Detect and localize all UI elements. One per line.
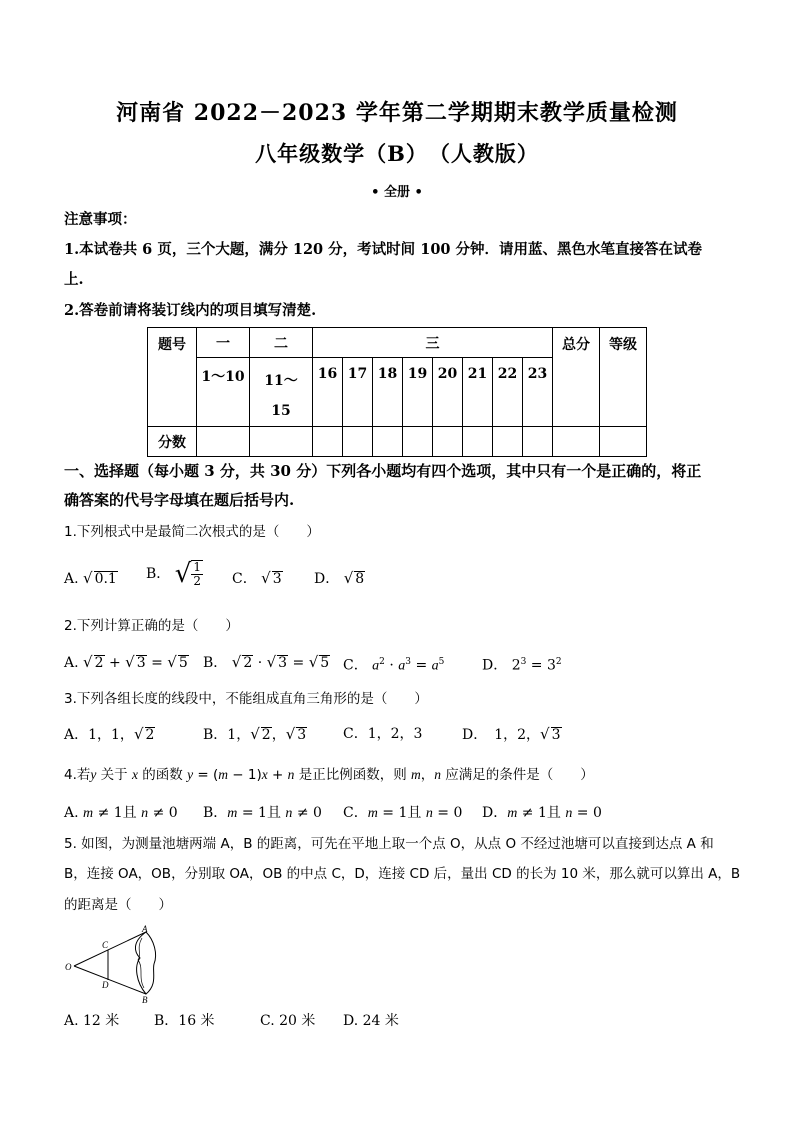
operator: = [151, 655, 163, 671]
radicand: 2 [145, 727, 155, 743]
score-q22: 22 [493, 358, 523, 427]
option-letter: C． [232, 571, 257, 587]
text: = 0 [432, 805, 463, 821]
text: D． [482, 805, 508, 821]
score-q20: 20 [433, 358, 463, 427]
operator: = [292, 655, 305, 671]
score-q21: 21 [463, 358, 493, 427]
score-q18: 18 [373, 358, 403, 427]
score-cell[interactable] [373, 427, 403, 457]
text: ， [420, 767, 435, 783]
score-range-2-b: 15 [271, 403, 291, 419]
q3-option-d[interactable]: D． 1，2，√ 3 [462, 725, 561, 743]
score-cell[interactable] [523, 427, 553, 457]
score-header-part3: 三 [313, 328, 553, 358]
q5-stem-3: 的距离是（ ） [64, 897, 172, 913]
exponent: 3 [405, 657, 411, 667]
label-d: D [102, 980, 109, 990]
variable: n [425, 806, 433, 821]
notice-item-1: 1.本试卷共 6 页，三个大题，满分 120 分，考试时间 100 分钟．请用蓝、黑色水笔直接答在试卷 [64, 241, 703, 258]
score-row-label: 分数 [148, 427, 197, 457]
operator: · [389, 657, 394, 674]
variable: a [431, 658, 439, 674]
score-header-part2: 二 [250, 328, 313, 358]
q5-option-a[interactable]: A. 12 米 [64, 1013, 120, 1029]
section1-intro-cont: 确答案的代号字母填在题后括号内. [64, 491, 295, 509]
text: 应满足的条件是（ ） [441, 767, 594, 783]
exponent: 5 [438, 657, 445, 667]
q2-option-b[interactable]: B． √ 2 · √ 3 = √ 5 [203, 653, 330, 671]
variable: m [218, 767, 228, 782]
q5-stem-1: 5. 如图，为测量池塘两端 A，B 的距离，可先在平地上取一个点 O，从点 O 不经过池塘可以直接到达点 A 和 [64, 836, 714, 852]
variable: n [287, 767, 295, 782]
option-letter: A. [64, 655, 79, 671]
score-q23: 23 [523, 358, 553, 427]
segment-ob [74, 966, 146, 994]
base: 2 [511, 657, 521, 674]
notice-heading: 注意事项： [64, 211, 137, 228]
q5-option-d[interactable]: D. 24 米 [343, 1013, 399, 1029]
score-cell[interactable] [463, 427, 493, 457]
fraction [191, 560, 203, 588]
label-a: A [142, 924, 148, 934]
q1-option-b[interactable]: B． √ $\frac{1}{2}$ [146, 559, 201, 589]
option-letter: B． [203, 655, 228, 671]
text: ≠ 1且 [93, 805, 142, 821]
radicand: 0.1 [94, 571, 117, 587]
radicand: 3 [278, 655, 288, 671]
q1-option-a[interactable]: A. √ 0.1 [64, 569, 117, 587]
option-text: D． 1，2， [462, 727, 541, 743]
radicand: 5 [320, 655, 330, 671]
q4-option-c[interactable] [343, 803, 462, 824]
q5-stem-2: B，连接 OA，OB，分别取 OA，OB 的中点 C，D，连接 CD 后，量出 CD 的长为 10 米，那么就可以算出 A，B [64, 866, 741, 882]
operator: = [530, 657, 543, 674]
option-text: B．1， [203, 727, 251, 743]
q1-option-c[interactable]: C． √ 3 [232, 569, 282, 587]
text: + [267, 767, 288, 783]
score-cell[interactable] [343, 427, 373, 457]
variable: m [367, 806, 378, 821]
exam-scope: • 全册 • [371, 185, 423, 200]
text: ≠ 0 [292, 805, 322, 821]
score-cell[interactable] [600, 427, 647, 457]
exponent: 2 [555, 657, 562, 667]
score-cell[interactable] [553, 427, 600, 457]
score-table [147, 327, 647, 457]
variable: n [141, 806, 149, 821]
radicand: 3 [136, 655, 146, 671]
score-header-label: 题号 [148, 328, 197, 427]
score-range-1: 1～10 [197, 358, 250, 427]
score-cell[interactable] [313, 427, 343, 457]
option-letter: B． [146, 566, 171, 582]
q3-option-c[interactable] [343, 724, 422, 744]
score-cell[interactable] [493, 427, 523, 457]
separator: ， [271, 727, 286, 743]
section1-intro: 一、选择题（每小题 3 分，共 30 分）下列各小题均有四个选项，其中只有一个是正确的，将正 [64, 462, 702, 480]
option-letter: A. [64, 571, 79, 587]
q4-option-d[interactable] [482, 803, 602, 824]
notice-item-1-cont: 上. [64, 271, 84, 288]
option-text: A．1，1， [64, 727, 134, 743]
operator: + [108, 655, 121, 671]
q2-stem: 2.下列计算正确的是（ ） [64, 618, 239, 634]
radicand: 3 [297, 727, 307, 743]
score-q19: 19 [403, 358, 433, 427]
q1-stem: 1.下列根式中是最简二次根式的是（ ） [64, 524, 320, 540]
variable: y [90, 767, 97, 782]
score-range-2-a: 11～ [264, 373, 298, 389]
q3-option-a[interactable]: A．1，1，√ 2 [64, 725, 155, 743]
option-letter: C． [343, 657, 368, 674]
label-b: B [142, 995, 148, 1004]
q2-option-d[interactable] [482, 652, 562, 676]
numerator: 1 [193, 560, 201, 574]
score-q16: 16 [313, 358, 343, 427]
radicand: 2 [94, 655, 104, 671]
radicand: 2 [243, 655, 253, 671]
q3-option-b[interactable]: B．1，√ 2，√ 3 [203, 725, 307, 743]
text: = 1且 [237, 805, 286, 821]
score-cell[interactable] [433, 427, 463, 457]
label-c: C [102, 940, 109, 950]
q2-option-c[interactable] [343, 652, 444, 677]
score-cell[interactable] [197, 427, 250, 457]
q2-option-a[interactable]: A. √ 2 + √ 3 = √ 5 [64, 653, 188, 671]
variable: y [187, 767, 194, 782]
variable: m [411, 767, 421, 782]
option-text: C．1，2，3 [343, 726, 423, 742]
exponent: 2 [379, 657, 385, 667]
score-cell[interactable] [250, 427, 313, 457]
radicand: 2 [261, 727, 271, 743]
text: = ( [193, 767, 219, 783]
text: = 0 [572, 805, 602, 821]
operator: = [415, 657, 428, 674]
score-header-part1: 一 [197, 328, 250, 358]
q4-stem [64, 765, 734, 785]
q4-option-b[interactable] [203, 803, 322, 824]
variable: m [507, 806, 518, 821]
exponent: 3 [520, 657, 527, 667]
q3-stem: 3.下列各组长度的线段中，不能组成直角三角形的是（ ） [64, 691, 428, 707]
score-q17: 17 [343, 358, 373, 427]
denominator: 2 [193, 574, 201, 588]
variable: a [372, 658, 380, 674]
variable: m [227, 806, 238, 821]
q1-option-d[interactable]: D． √ 8 [314, 569, 365, 587]
variable: n [285, 806, 293, 821]
pond-figure [62, 924, 172, 1004]
score-cell[interactable] [403, 427, 433, 457]
score-header-total: 总分 [553, 328, 600, 427]
exam-title: 河南省 2022－2023 学年第二学期期末教学质量检测 [116, 100, 678, 126]
radicand: 3 [551, 727, 561, 743]
score-range-2 [250, 358, 313, 427]
operator: · [257, 655, 263, 671]
pond-outline [135, 932, 155, 994]
variable: n [434, 767, 441, 782]
variable: x [261, 767, 268, 782]
text: − 1) [228, 767, 262, 783]
text: A. [64, 805, 84, 821]
text: C． [343, 805, 368, 821]
option-letter: D． [482, 657, 508, 674]
score-header-grade: 等级 [600, 328, 647, 427]
variable: x [131, 767, 138, 782]
q4-option-a[interactable] [64, 803, 178, 824]
text: 关于 [96, 767, 132, 783]
text: ≠ 0 [148, 805, 178, 821]
text: 4.若 [64, 767, 91, 783]
label-o: O [65, 962, 72, 972]
radicand: 5 [178, 655, 188, 671]
q5-option-b[interactable]: B．16 米 [154, 1013, 215, 1029]
radicand: 3 [272, 571, 282, 587]
variable: a [398, 658, 406, 674]
base: 3 [546, 657, 556, 674]
text: ≠ 1且 [517, 805, 566, 821]
text: = 1且 [377, 805, 426, 821]
option-letter: D． [314, 571, 340, 587]
exam-subtitle: 八年级数学（B） （人教版） [255, 141, 539, 166]
variable: m [83, 806, 94, 821]
variable: n [565, 806, 573, 821]
q5-option-c[interactable]: C. 20 米 [260, 1013, 316, 1029]
notice-item-2: 2.答卷前请将装订线内的项目填写清楚. [64, 302, 317, 319]
text: 是正比例函数，则 [294, 767, 411, 783]
text: B． [203, 805, 228, 821]
text: 的函数 [137, 767, 188, 783]
radicand: 8 [355, 571, 365, 587]
